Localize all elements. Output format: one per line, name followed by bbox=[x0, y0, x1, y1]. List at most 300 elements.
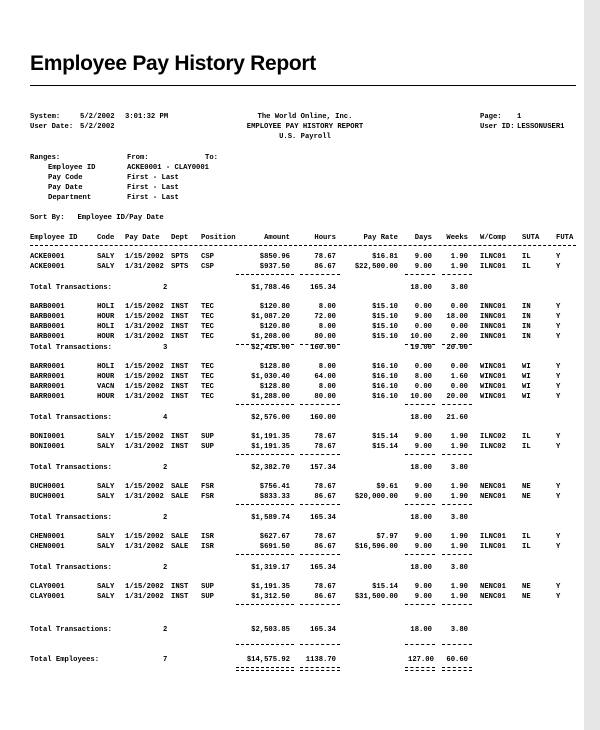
table-cell: $1,191.35 bbox=[251, 583, 290, 591]
total-days: 18.00 bbox=[410, 564, 432, 572]
user-id-label: User ID: bbox=[480, 123, 515, 131]
grand-total-double-rule bbox=[442, 667, 472, 671]
table-cell: 78.67 bbox=[314, 483, 336, 491]
table-cell: Y bbox=[556, 363, 561, 371]
header-separator bbox=[30, 245, 576, 246]
table-cell: TEC bbox=[201, 363, 214, 371]
table-cell: HOLI bbox=[97, 363, 115, 371]
table-cell: BARR0001 bbox=[30, 383, 65, 391]
table-cell: SUP bbox=[201, 583, 214, 591]
table-cell: 86.67 bbox=[314, 593, 336, 601]
table-cell: Y bbox=[556, 493, 561, 501]
subtotal-underline bbox=[300, 404, 340, 405]
table-cell: Y bbox=[556, 483, 561, 491]
subtotal-underline bbox=[236, 554, 294, 555]
table-cell: 8.00 bbox=[318, 303, 336, 311]
table-cell: Y bbox=[556, 373, 561, 381]
table-cell: 9.00 bbox=[414, 313, 432, 321]
grand-total-rule bbox=[236, 644, 294, 645]
table-cell: $22,500.00 bbox=[354, 263, 398, 271]
table-cell: WINC01 bbox=[480, 393, 506, 401]
table-cell: WINC01 bbox=[480, 383, 506, 391]
table-cell: CSP bbox=[201, 253, 214, 261]
table-cell: 1/31/2002 bbox=[125, 543, 164, 551]
table-cell: 1/15/2002 bbox=[125, 483, 164, 491]
table-cell: SALY bbox=[97, 593, 115, 601]
total-hours: 165.34 bbox=[310, 564, 336, 572]
table-cell: TEC bbox=[201, 323, 214, 331]
table-cell: $1,087.20 bbox=[251, 313, 290, 321]
total-weeks: 3.80 bbox=[450, 284, 468, 292]
table-cell: Y bbox=[556, 253, 561, 261]
table-cell: $15.10 bbox=[372, 303, 398, 311]
table-cell: 0.00 bbox=[450, 323, 468, 331]
table-cell: BARR0001 bbox=[30, 393, 65, 401]
table-cell: 9.00 bbox=[414, 483, 432, 491]
subtotal-underline bbox=[442, 554, 472, 555]
table-cell: WI bbox=[522, 373, 531, 381]
table-cell: SALY bbox=[97, 263, 115, 271]
table-cell: BUCH0001 bbox=[30, 483, 65, 491]
table-cell: INST bbox=[171, 303, 189, 311]
table-cell: Y bbox=[556, 593, 561, 601]
table-cell: IL bbox=[522, 253, 531, 261]
table-cell: SALY bbox=[97, 443, 115, 451]
subtotal-underline bbox=[236, 274, 294, 275]
table-cell: BONI0001 bbox=[30, 443, 65, 451]
table-cell: IN bbox=[522, 333, 531, 341]
table-cell: $120.80 bbox=[259, 303, 290, 311]
table-cell: SALY bbox=[97, 483, 115, 491]
table-cell: BARR0001 bbox=[30, 373, 65, 381]
table-cell: INST bbox=[171, 313, 189, 321]
col-header: SUTA bbox=[522, 234, 540, 242]
total-count: 2 bbox=[163, 284, 168, 292]
table-cell: 1/15/2002 bbox=[125, 363, 164, 371]
table-cell: SALY bbox=[97, 543, 115, 551]
table-cell: Y bbox=[556, 313, 561, 321]
system-label: System: bbox=[30, 113, 61, 121]
table-cell: $16,596.00 bbox=[354, 543, 398, 551]
table-cell: ILNC02 bbox=[480, 433, 506, 441]
table-cell: $16.10 bbox=[372, 363, 398, 371]
table-cell: 10.00 bbox=[410, 393, 432, 401]
table-cell: TEC bbox=[201, 303, 214, 311]
table-cell: ILNC01 bbox=[480, 533, 506, 541]
total-count: 2 bbox=[163, 626, 168, 634]
table-cell: HOUR bbox=[97, 333, 115, 341]
subtotal-underline bbox=[236, 604, 294, 605]
table-cell: 9.00 bbox=[414, 433, 432, 441]
table-cell: 1/15/2002 bbox=[125, 303, 164, 311]
table-cell: HOLI bbox=[97, 303, 115, 311]
table-cell: $31,500.00 bbox=[354, 593, 398, 601]
table-cell: $937.50 bbox=[259, 263, 290, 271]
total-count: 2 bbox=[163, 514, 168, 522]
total-amount: $1,589.74 bbox=[251, 514, 290, 522]
total-weeks: 21.60 bbox=[446, 414, 468, 422]
table-cell: 9.00 bbox=[414, 543, 432, 551]
table-cell: 9.00 bbox=[414, 263, 432, 271]
subtotal-underline bbox=[236, 404, 294, 405]
table-cell: Y bbox=[556, 443, 561, 451]
subtotal-underline bbox=[300, 504, 340, 505]
total-amount: $2,416.00 bbox=[251, 344, 290, 352]
table-cell: 1/31/2002 bbox=[125, 263, 164, 271]
total-count: 2 bbox=[163, 564, 168, 572]
table-cell: 1/31/2002 bbox=[125, 493, 164, 501]
table-cell: 1.60 bbox=[450, 373, 468, 381]
table-cell: IL bbox=[522, 433, 531, 441]
grand-total-weeks: 60.60 bbox=[446, 656, 468, 664]
table-cell: Y bbox=[556, 583, 561, 591]
table-cell: TEC bbox=[201, 393, 214, 401]
total-hours: 165.34 bbox=[310, 626, 336, 634]
total-label: Total Transactions: bbox=[30, 344, 112, 352]
total-amount: $2,382.70 bbox=[251, 464, 290, 472]
total-weeks: 3.80 bbox=[450, 564, 468, 572]
payroll-name: U.S. Payroll bbox=[279, 133, 331, 141]
table-cell: 1/15/2002 bbox=[125, 383, 164, 391]
total-days: 18.00 bbox=[410, 514, 432, 522]
total-hours: 160.00 bbox=[310, 344, 336, 352]
table-cell: SALY bbox=[97, 583, 115, 591]
table-cell: $7.97 bbox=[376, 533, 398, 541]
table-cell: Y bbox=[556, 333, 561, 341]
table-cell: 0.00 bbox=[414, 303, 432, 311]
table-cell: $120.80 bbox=[259, 323, 290, 331]
table-cell: 10.00 bbox=[410, 333, 432, 341]
table-cell: 20.00 bbox=[446, 393, 468, 401]
table-cell: Y bbox=[556, 263, 561, 271]
subtotal-underline bbox=[442, 504, 472, 505]
table-cell: ILNC01 bbox=[480, 263, 506, 271]
col-header: Hours bbox=[314, 234, 336, 242]
table-cell: WI bbox=[522, 393, 531, 401]
subtotal-underline bbox=[236, 454, 294, 455]
table-cell: 0.00 bbox=[414, 363, 432, 371]
table-cell: ILNC02 bbox=[480, 443, 506, 451]
table-cell: 1/31/2002 bbox=[125, 333, 164, 341]
table-cell: $15.10 bbox=[372, 323, 398, 331]
table-cell: BARB0001 bbox=[30, 333, 65, 341]
table-cell: 9.00 bbox=[414, 253, 432, 261]
grand-total-double-rule bbox=[405, 667, 435, 671]
table-cell: INNC01 bbox=[480, 333, 506, 341]
range-name: Employee ID bbox=[48, 164, 96, 172]
table-cell: INNC01 bbox=[480, 303, 506, 311]
table-cell: WINC01 bbox=[480, 373, 506, 381]
table-cell: $20,000.00 bbox=[354, 493, 398, 501]
col-header: Code bbox=[97, 234, 115, 242]
table-cell: $15.10 bbox=[372, 333, 398, 341]
table-cell: 9.00 bbox=[414, 583, 432, 591]
table-cell: 78.67 bbox=[314, 533, 336, 541]
table-cell: 0.00 bbox=[414, 383, 432, 391]
report-name: EMPLOYEE PAY HISTORY REPORT bbox=[246, 123, 364, 131]
total-days: 18.00 bbox=[410, 414, 432, 422]
table-cell: Y bbox=[556, 433, 561, 441]
table-cell: 1.90 bbox=[450, 443, 468, 451]
table-cell: 1.90 bbox=[450, 263, 468, 271]
report-title: Employee Pay History Report bbox=[30, 52, 316, 75]
subtotal-underline bbox=[405, 404, 435, 405]
table-cell: SALY bbox=[97, 253, 115, 261]
table-cell: 8.00 bbox=[318, 323, 336, 331]
grand-total-double-rule bbox=[236, 667, 294, 671]
system-time: 3:01:32 PM bbox=[125, 113, 169, 121]
range-value: First - Last bbox=[127, 184, 179, 192]
table-cell: BUCH0001 bbox=[30, 493, 65, 501]
table-cell: IN bbox=[522, 313, 531, 321]
system-date: 5/2/2002 bbox=[80, 113, 115, 121]
total-count: 2 bbox=[163, 464, 168, 472]
subtotal-underline bbox=[300, 454, 340, 455]
table-cell: VACN bbox=[97, 383, 115, 391]
table-cell: 80.00 bbox=[314, 393, 336, 401]
col-header: Pay Date bbox=[125, 234, 160, 242]
range-name: Pay Date bbox=[48, 184, 83, 192]
table-cell: 86.67 bbox=[314, 543, 336, 551]
col-header: Dept bbox=[171, 234, 189, 242]
total-days: 18.00 bbox=[410, 626, 432, 634]
table-cell: 1.90 bbox=[450, 253, 468, 261]
subtotal-underline bbox=[405, 554, 435, 555]
company-name: The World Online, Inc. bbox=[257, 113, 353, 121]
total-amount: $1,319.17 bbox=[251, 564, 290, 572]
col-header: Employee ID bbox=[30, 234, 78, 242]
table-cell: SPTS bbox=[171, 263, 189, 271]
table-cell: CLAY0001 bbox=[30, 583, 65, 591]
subtotal-underline bbox=[442, 604, 472, 605]
table-cell: 1/15/2002 bbox=[125, 253, 164, 261]
table-cell: 0.00 bbox=[450, 383, 468, 391]
table-cell: WINC01 bbox=[480, 363, 506, 371]
table-cell: 1/15/2002 bbox=[125, 373, 164, 381]
subtotal-underline bbox=[405, 274, 435, 275]
table-cell: INST bbox=[171, 373, 189, 381]
table-cell: 8.00 bbox=[414, 373, 432, 381]
table-cell: $15.14 bbox=[372, 433, 398, 441]
table-cell: 1/31/2002 bbox=[125, 593, 164, 601]
table-cell: IL bbox=[522, 533, 531, 541]
range-name: Department bbox=[48, 194, 92, 202]
total-label: Total Transactions: bbox=[30, 626, 112, 634]
subtotal-underline bbox=[300, 274, 340, 275]
table-cell: $16.10 bbox=[372, 383, 398, 391]
total-weeks: 3.80 bbox=[450, 464, 468, 472]
table-cell: HOUR bbox=[97, 393, 115, 401]
table-cell: 64.00 bbox=[314, 373, 336, 381]
total-days: 18.00 bbox=[410, 284, 432, 292]
table-cell: NENC01 bbox=[480, 493, 506, 501]
table-cell: NENC01 bbox=[480, 583, 506, 591]
table-cell: ISR bbox=[201, 533, 214, 541]
col-header: Pay Rate bbox=[363, 234, 398, 242]
table-cell: $9.61 bbox=[376, 483, 398, 491]
total-weeks: 20.00 bbox=[446, 344, 468, 352]
table-cell: CHEN0001 bbox=[30, 543, 65, 551]
table-cell: 8.00 bbox=[318, 363, 336, 371]
total-label: Total Transactions: bbox=[30, 464, 112, 472]
grand-total-hours: 1138.70 bbox=[305, 656, 336, 664]
table-cell: 80.00 bbox=[314, 333, 336, 341]
table-cell: INST bbox=[171, 593, 189, 601]
table-cell: BARB0001 bbox=[30, 303, 65, 311]
table-cell: Y bbox=[556, 533, 561, 541]
table-cell: HOUR bbox=[97, 373, 115, 381]
table-cell: $1,288.00 bbox=[251, 393, 290, 401]
table-cell: SALE bbox=[171, 533, 189, 541]
table-cell: IN bbox=[522, 303, 531, 311]
table-cell: BARB0001 bbox=[30, 313, 65, 321]
table-cell: TEC bbox=[201, 373, 214, 381]
table-cell: 1/31/2002 bbox=[125, 443, 164, 451]
table-cell: $1,191.35 bbox=[251, 433, 290, 441]
ranges-to-label: To: bbox=[205, 154, 218, 162]
table-cell: $691.50 bbox=[259, 543, 290, 551]
table-cell: $16.81 bbox=[372, 253, 398, 261]
table-cell: NE bbox=[522, 493, 531, 501]
total-label: Total Transactions: bbox=[30, 414, 112, 422]
total-hours: 157.34 bbox=[310, 464, 336, 472]
user-id: LESSONUSER1 bbox=[517, 123, 565, 131]
page-label: Page: bbox=[480, 113, 502, 121]
table-cell: Y bbox=[556, 303, 561, 311]
table-cell: IL bbox=[522, 443, 531, 451]
subtotal-underline bbox=[442, 404, 472, 405]
table-cell: 9.00 bbox=[414, 533, 432, 541]
table-cell: $15.14 bbox=[372, 443, 398, 451]
table-cell: 78.67 bbox=[314, 443, 336, 451]
total-days: 18.00 bbox=[410, 464, 432, 472]
table-cell: $15.14 bbox=[372, 583, 398, 591]
range-name: Pay Code bbox=[48, 174, 83, 182]
total-count: 3 bbox=[163, 344, 168, 352]
table-cell: $756.41 bbox=[259, 483, 290, 491]
grand-total-rule bbox=[300, 644, 340, 645]
table-cell: 18.00 bbox=[446, 313, 468, 321]
table-cell: HOLI bbox=[97, 323, 115, 331]
total-label: Total Transactions: bbox=[30, 564, 112, 572]
col-header: Weeks bbox=[446, 234, 468, 242]
table-cell: INNC01 bbox=[480, 323, 506, 331]
table-cell: TEC bbox=[201, 383, 214, 391]
table-cell: $15.10 bbox=[372, 313, 398, 321]
table-cell: 0.00 bbox=[414, 323, 432, 331]
total-hours: 165.34 bbox=[310, 514, 336, 522]
table-cell: $850.96 bbox=[259, 253, 290, 261]
table-cell: SALY bbox=[97, 533, 115, 541]
table-cell: $16.10 bbox=[372, 373, 398, 381]
total-count: 4 bbox=[163, 414, 168, 422]
table-cell: $833.33 bbox=[259, 493, 290, 501]
table-cell: 1.90 bbox=[450, 533, 468, 541]
table-cell: 0.00 bbox=[450, 303, 468, 311]
table-cell: HOUR bbox=[97, 313, 115, 321]
table-cell: TEC bbox=[201, 313, 214, 321]
total-hours: 165.34 bbox=[310, 284, 336, 292]
grand-total-amount: $14,575.92 bbox=[246, 656, 290, 664]
total-days: 19.00 bbox=[410, 344, 432, 352]
col-header: Days bbox=[414, 234, 432, 242]
subtotal-underline bbox=[442, 274, 472, 275]
sort-by: Sort By: Employee ID/Pay Date bbox=[30, 214, 164, 222]
table-cell: 1.90 bbox=[450, 593, 468, 601]
grand-total-label: Total Employees: bbox=[30, 656, 100, 664]
table-cell: SALE bbox=[171, 543, 189, 551]
table-cell: 2.00 bbox=[450, 333, 468, 341]
grand-total-count: 7 bbox=[163, 656, 168, 664]
table-cell: SALE bbox=[171, 483, 189, 491]
table-cell: BONI0001 bbox=[30, 433, 65, 441]
table-cell: ILNC01 bbox=[480, 253, 506, 261]
table-cell: 1/31/2002 bbox=[125, 323, 164, 331]
grand-total-rule bbox=[442, 644, 472, 645]
table-cell: IN bbox=[522, 323, 531, 331]
total-label: Total Transactions: bbox=[30, 284, 112, 292]
table-cell: INST bbox=[171, 583, 189, 591]
table-cell: WI bbox=[522, 363, 531, 371]
table-cell: 9.00 bbox=[414, 593, 432, 601]
subtotal-underline bbox=[300, 554, 340, 555]
table-cell: INST bbox=[171, 443, 189, 451]
subtotal-underline bbox=[405, 504, 435, 505]
table-cell: $1,030.40 bbox=[251, 373, 290, 381]
total-label: Total Transactions: bbox=[30, 514, 112, 522]
page-shadow bbox=[584, 0, 600, 730]
grand-total-rule bbox=[405, 644, 435, 645]
table-cell: 1.90 bbox=[450, 493, 468, 501]
title-rule bbox=[30, 85, 576, 86]
total-amount: $2,503.85 bbox=[251, 626, 290, 634]
table-cell: $128.80 bbox=[259, 383, 290, 391]
table-cell: $627.67 bbox=[259, 533, 290, 541]
table-cell: SALY bbox=[97, 493, 115, 501]
table-cell: 1.90 bbox=[450, 583, 468, 591]
table-cell: BARB0001 bbox=[30, 323, 65, 331]
table-cell: ACKE0001 bbox=[30, 253, 65, 261]
table-cell: INST bbox=[171, 333, 189, 341]
table-cell: SUP bbox=[201, 443, 214, 451]
table-cell: 78.67 bbox=[314, 583, 336, 591]
table-cell: SPTS bbox=[171, 253, 189, 261]
table-cell: CSP bbox=[201, 263, 214, 271]
table-cell: IL bbox=[522, 543, 531, 551]
col-header: Amount bbox=[264, 234, 290, 242]
col-header: W/Comp bbox=[480, 234, 506, 242]
ranges-label: Ranges: bbox=[30, 154, 61, 162]
table-cell: Y bbox=[556, 323, 561, 331]
table-cell: NE bbox=[522, 483, 531, 491]
table-cell: $1,208.00 bbox=[251, 333, 290, 341]
table-cell: 1.90 bbox=[450, 483, 468, 491]
total-amount: $1,788.46 bbox=[251, 284, 290, 292]
table-cell: 1.90 bbox=[450, 433, 468, 441]
col-header: Position bbox=[201, 234, 236, 242]
total-weeks: 3.80 bbox=[450, 514, 468, 522]
table-cell: ISR bbox=[201, 543, 214, 551]
table-cell: Y bbox=[556, 383, 561, 391]
subtotal-underline bbox=[300, 604, 340, 605]
table-cell: INST bbox=[171, 363, 189, 371]
table-cell: CLAY0001 bbox=[30, 593, 65, 601]
subtotal-underline bbox=[405, 604, 435, 605]
table-cell: 8.00 bbox=[318, 383, 336, 391]
table-cell: FSR bbox=[201, 483, 214, 491]
table-cell: ILNC01 bbox=[480, 543, 506, 551]
table-cell: Y bbox=[556, 543, 561, 551]
